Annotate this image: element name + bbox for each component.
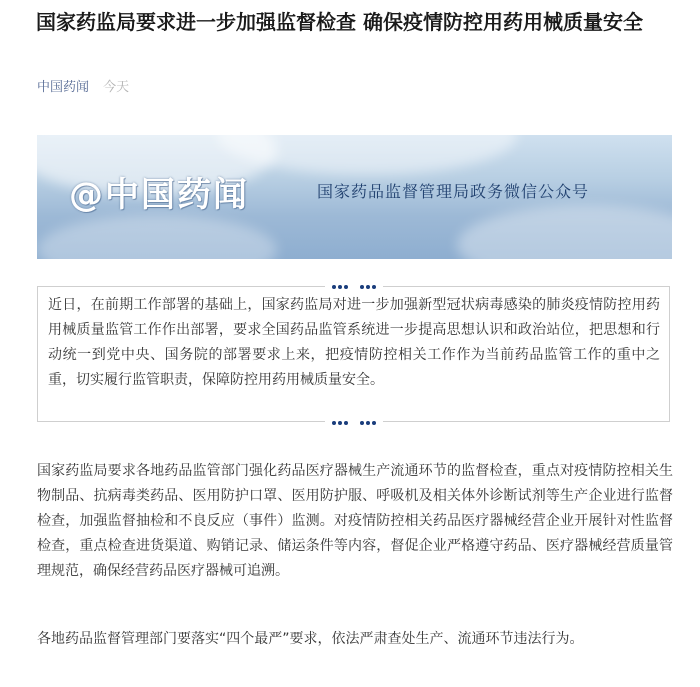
article-title: 国家药监局要求进一步加强监督检查 确保疫情防控用药用械质量安全 bbox=[36, 10, 643, 34]
body-paragraph: 各地药品监督管理部门要落实“四个最严”要求，依法严肃查处生产、流通环节违法行为。 bbox=[37, 631, 584, 647]
source-link[interactable]: 中国药闻 bbox=[37, 80, 90, 95]
summary-text: 近日，在前期工作部署的基础上，国家药监局对进一步加强新型冠状病毒感染的肺炎疫情防控用药用械质量监管工作作出部署，要求全国药品监管系统进一步提高思想认识和政治站位，把思想和行动统一到党中央、国务院的部署要求上来，把疫情防控相关工作作为当前药品监管工作的重中之重，切实履行监管职责，保障防控用药用械质量安全。 bbox=[48, 297, 660, 388]
body-paragraph: 国家药监局要求各地药品监管部门强化药品医疗器械生产流通环节的监督检查，重点对疫情防控相关生物制品、抗病毒类药品、医用防护口罩、医用防护服、呼吸机及相关体外诊断试剂等生产企业进行监督检查，加强监督抽检和不良反应（事件）监测。对疫情防控相关药品医疗器械经营企业开展针对性监督检查，重点检查进货渠道、购销记录、储运条件等内容，督促企业严格遵守药品、医疗器械经营质量管理规范，确保经营药品医疗器械可追溯。 bbox=[37, 463, 673, 579]
header-banner-image bbox=[37, 135, 672, 259]
dots-divider-icon bbox=[325, 282, 383, 290]
banner-cloud bbox=[457, 205, 672, 259]
banner-cloud bbox=[37, 215, 277, 259]
banner-logo: @中国药闻 bbox=[69, 175, 249, 215]
dots-divider-icon bbox=[325, 418, 383, 426]
summary-box bbox=[37, 286, 670, 422]
article-meta bbox=[37, 78, 129, 98]
publish-date: 今天 bbox=[103, 80, 130, 95]
banner-subtitle: 国家药品监督管理局政务微信公众号 bbox=[317, 182, 590, 201]
